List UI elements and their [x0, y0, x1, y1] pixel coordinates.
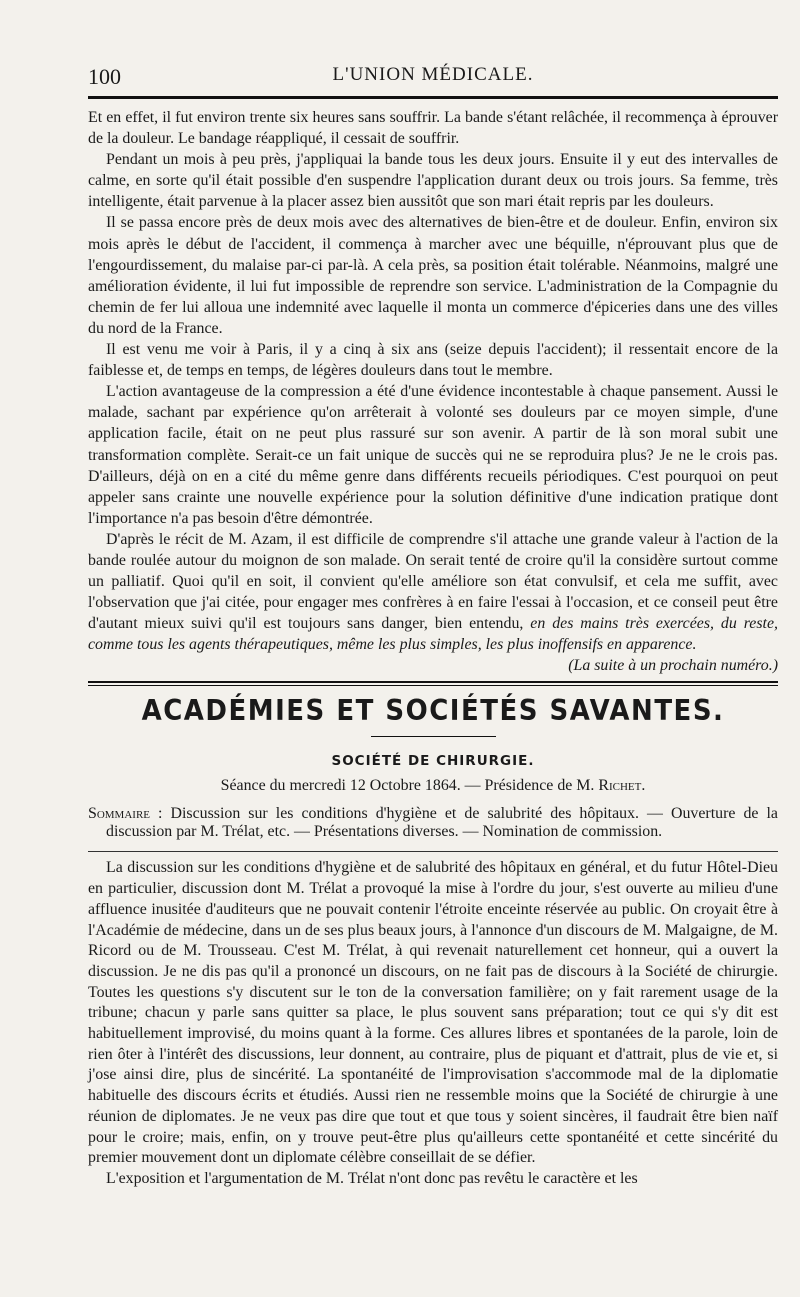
page	[88, 56, 778, 1190]
paragraph: La discussion sur les conditions d'hygiène et de salubrité des hôpitaux en général, et du futur Hôtel-Dieu en particulier, discussion dont M. Trélat a provoqué la mise à l'ordre du jour, s'est ouverte au milieu d'une affluence inusitée d'auditeurs que ne pouvait contenir l'étroite enceinte réservée au public. On croyait être à l'Académie de médecine, dans un de ses plus beaux jours, à l'annonce d'un discours de M. Malgaigne, de M. Ricord ou de M. Trousseau. C'est M. Trélat, à qui revenait naturellement cet honneur, qui a ouvert la discussion. Je ne dis pas qu'il a prononcé un discours, on ne fait pas de discours à la Société de chirurgie. Toutes les questions s'y discutent sur le ton de la conversation familière; on y fait rarement usage de la tribune; chacun y parle sans quitter sa place, le plus souvent sans préparation; tout ce qui s'y dit est habituellement improvisé, du moins quant à la forme. Ces allures libres et spontanées de la parole, loin de rien ôter à l'intérêt des discussions, leur donnent, au contraire, plus de piquant et d'attrait, plus de vie et, si j'ose ainsi dire, plus de sincérité. La spontanéité de l'improvisation s'accommode mal de la diplomatie habituelle des discours écrits et étudiés. Aussi rien ne ressemble moins que la Société de chirurgie à une réunion de diplomates. Je ne veux pas dire que tout et que tous y soient sincères, il faudrait être bien naïf pour le croire; mais, enfin, on y trouve peut-être plus qu'ailleurs cette spontanéité et cette sincérité du premier mouvement dont un diplomate célèbre conseillait de se défier.	[88, 859, 778, 1167]
continued-note: (La suite à un prochain numéro.)	[568, 657, 778, 675]
paragraph: Il est venu me voir à Paris, il y a cinq à six ans (seize depuis l'accident); il ressentait encore de la faiblesse et, de temps en temps, de légères douleurs dans tout le membre.	[88, 341, 778, 380]
article-body	[88, 107, 778, 655]
section-body	[88, 858, 778, 1189]
page-header	[88, 56, 778, 90]
running-title: L'UNION MÉDICALE.	[332, 64, 534, 85]
session-line	[88, 777, 778, 795]
paragraph: Pendant un mois à peu près, j'appliquai la bande tous les deux jours. Ensuite il y eut des intervalles de calme, en sorte qu'il était possible d'en suspendre l'application durant deux ou trois jours. Sa femme, très intelligente, était parvenue à la placer assez bien aussitôt que son mari était repris par les douleurs.	[88, 151, 778, 211]
paragraph: L'exposition et l'argumentation de M. Trélat n'ont donc pas revêtu le caractère et les	[106, 1169, 638, 1187]
society-title: SOCIÉTÉ DE CHIRURGIE.	[331, 753, 535, 770]
paragraph: Et en effet, il fut environ trente six heures sans souffrir. La bande s'étant relâchée, il recommença à éprouver de la douleur. Le bandage réappliqué, il cessait de souffrir.	[88, 109, 778, 148]
paragraph	[88, 529, 778, 656]
section-divider	[88, 681, 778, 686]
summary-text: Discussion sur les conditions d'hygiène et de salubrité des hôpitaux. — Ouverture de la discussion par M. Trélat, etc. — Présentations diverses. — Nomination de commission.	[106, 805, 778, 841]
heading-underline	[371, 736, 496, 737]
paragraph: L'action avantageuse de la compression a été d'une évidence incontestable à chaque pansement. Aussi le malade, sachant par expérience qu'on arrêterait à volonté ses douleurs par ce moyen simple, d'une application facile, était on ne peut plus rassuré sur son avenir. A partir de là son moral subit une transformation complète. Serait-ce un fait unique de succès qui ne se reproduira plus? Je ne le crois pas. D'ailleurs, déjà on en a cité du même genre dans différents recueils périodiques. C'est pourquoi on peut appeler sans crainte une nouvelle expérience pour la solution définitive d'une indication pratique dont l'importance n'a pas besoin d'être démontrée.	[88, 383, 778, 527]
paragraph-text: D'après le récit de M. Azam, il est difficile de comprendre s'il attache une grande valeur à l'action de la bande roulée autour du moignon de son malade. On serait tenté de croire qu'il la considère surtout comme un palliatif. Quoi qu'il en soit, il convient qu'elle améliore son état convulsif, et cela me suffit, avec l'observation que j'ai citée, pour engager mes confrères à en faire l'essai à l'occasion, et ce conseil peut être d'autant mieux suivi qu'il est toujours sans danger, bien entendu,	[88, 530, 778, 633]
paragraph: Il se passa encore près de deux mois avec des alternatives de bien-être et de douleur. Enfin, environ six mois après le début de l'accident, il commença à marcher avec une béquille, n'éprouvant plus que de l'engourdissement, du malaise par-ci par-là. A cela près, sa position était tolérable. Néanmoins, malgré une amélioration évidente, il lui fut impossible de reprendre son service. L'administration de la Compagnie du chemin de fer lui alloua une indemnité avec laquelle il monta un commerce d'épiceries dans une des villes du nord de la France.	[88, 214, 778, 337]
president-name: Richet.	[598, 777, 646, 795]
section-heading: ACADÉMIES ET SOCIÉTÉS SAVANTES.	[141, 694, 725, 728]
summary-rule	[88, 851, 778, 852]
page-number: 100	[88, 64, 121, 89]
header-rule	[88, 96, 778, 99]
summary-label: Sommaire :	[88, 805, 163, 823]
summary	[88, 805, 778, 841]
session-text: Séance du mercredi 12 Octobre 1864. — Présidence de M.	[220, 777, 595, 795]
paragraph-italic-text: en des mains très exercées, du reste, comme tous les agents thérapeutiques, même les plus simples, les plus inoffensifs en apparence.	[88, 615, 778, 654]
